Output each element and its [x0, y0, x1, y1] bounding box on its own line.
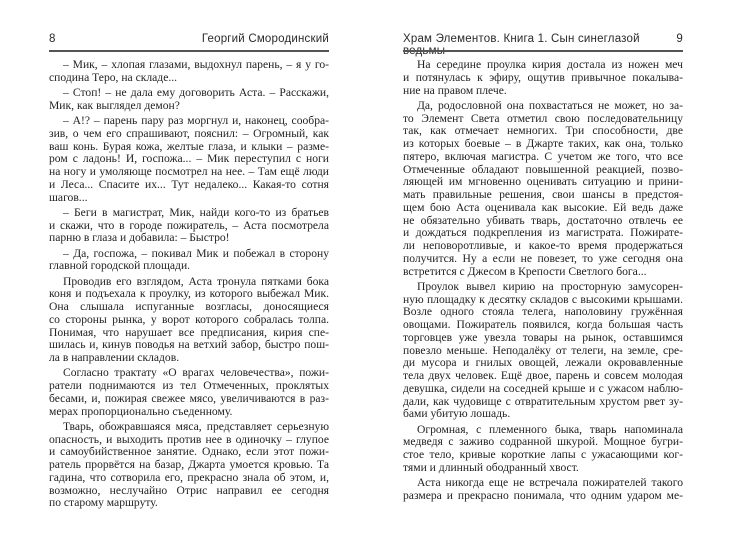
text-line: опасность, и выходить против нее в одиночку – глупое — [49, 432, 329, 446]
paragraph — [49, 421, 329, 510]
paragraph — [403, 424, 683, 475]
paragraph — [49, 59, 329, 85]
text-line: тями и длинный ободранный хвост. — [403, 460, 579, 474]
paragraph — [49, 276, 329, 365]
text-line: парню в глаза и добавила: – Быстро! — [49, 231, 230, 245]
page-header — [403, 33, 683, 47]
text-line: – Мик, – хлопая глазами, выдохнул парень, – я у го- — [63, 58, 329, 71]
text-line: и самоубийственное занятие. Однако, если этот пожи- — [49, 445, 329, 459]
paragraph — [49, 115, 329, 204]
text-line: Огромная, с племенного быка, тварь напоминала — [417, 422, 683, 436]
paragraph — [49, 207, 329, 245]
text-line: ляющей им мгновенно оценивать ситуацию и прини- — [403, 175, 683, 189]
page-number: 8 — [49, 33, 56, 45]
text-line: ла в направлении складов. — [49, 351, 180, 364]
text-line: коня и подъехала к проулку, из которого выбежал Мик. — [49, 287, 329, 301]
text-line: ратель прорвётся на базар, Джарта умоется кровью. Та — [49, 458, 329, 471]
text-line: шагов... — [49, 190, 88, 204]
text-line: и потянулась к эфиру, ощутив привычное покалыва- — [403, 70, 683, 84]
text-line: ди мусора и гнилых овощей, лежали окровавленные — [403, 356, 683, 370]
text-line: зив, о чем его спрашивают, пояснил: – Огромный, как — [49, 126, 329, 140]
text-line: не обязательно убивать тварь, достаточно отвлечь ее — [403, 213, 683, 227]
running-title: Храм Элементов. Книга 1. Сын синеглазой — [403, 33, 640, 45]
text-line: размера и прекрасно понимала, что одним ударом ме- — [403, 488, 683, 502]
text-line: ли неповоротливые, и какое-то время продержаться — [403, 239, 683, 252]
paragraph — [49, 248, 329, 274]
page-body — [49, 59, 329, 513]
text-line: мать правильные решения, свои шансы в предстоя- — [403, 188, 683, 201]
text-line: – Стоп! – не дала ему договорить Аста. – Расскажи, — [63, 86, 329, 99]
text-line: Понимая, что нарушает все предписания, кирия спе- — [49, 325, 329, 339]
text-line: Мик, как выглядел демон? — [49, 98, 180, 112]
text-line: шилась и, кинув поводья на ветхий забор, быстро пош- — [49, 338, 329, 352]
page-header — [49, 33, 329, 47]
text-line: то Элемент Света отметил свою последовательницу — [403, 111, 683, 125]
text-line: со стороны рынка, у ворот которого собралась толпа. — [49, 312, 329, 326]
text-line: из которых боевые – в Джарте таких, как она, только — [403, 137, 683, 150]
text-line: – Беги в магистрат, Мик, найди кого-то из братьев — [63, 205, 329, 219]
text-line: бесами, и, пожирая свежее мясо, увеличиваются в раз- — [49, 391, 329, 405]
text-line: повезло меньше. Неподалёку от телеги, на земле, сре- — [403, 343, 683, 357]
running-title: Георгий Смородинский — [201, 33, 329, 45]
text-line: медведя с заживо содранной шкурой. Мощное бугри- — [403, 435, 683, 449]
text-line: и скажи, что в городе пожиратель, – Аста посмотрела — [49, 218, 329, 232]
text-line: – А!? – парень пару раз моргнул и, наконец, сообра- — [63, 114, 329, 127]
text-line: ратели поднимаются из тел Отмеченных, проклятых — [49, 379, 329, 392]
text-line: тела двух человек. Ещё двое, парень и совсем молодая — [403, 369, 683, 382]
text-line: Проулок вывел кирию на просторную замусорен- — [417, 279, 683, 293]
text-line: на ногу и умоляюще посмотрел на нее. – Там ещё люди — [49, 165, 329, 178]
page-number: 9 — [676, 33, 683, 45]
text-line: Тварь, обожравшаяся мяса, представляет серьезную — [63, 419, 329, 433]
text-line: мерах пропорционально съеденному. — [49, 404, 233, 418]
text-line: Возле одного стояла телега, наполовину гружённая — [403, 305, 683, 319]
text-line: ние на правом плече. — [403, 83, 507, 97]
text-line: главной городской площади. — [49, 259, 191, 273]
text-line: получится. Ну а если не повезет, то уже сегодня она — [403, 251, 683, 265]
text-line: так, как отмечает немногих. Три способности, две — [403, 124, 683, 138]
text-line: по старому маршруту. — [49, 496, 158, 510]
text-line: пятеро, включая магистра. С учетом же того, что все — [403, 149, 683, 163]
paragraph — [403, 59, 683, 97]
text-line: ром с ладонь! И, госпожа... – Мик переступил с ноги — [49, 152, 329, 166]
text-line: щем бою Аста оценивала как высокие. Ей ведь даже — [403, 200, 683, 214]
header-rule — [403, 50, 683, 52]
text-line: стое тело, кривые короткие лапы с ужасающими ког- — [403, 448, 683, 461]
text-line: возможно, неслучайно Отрис направил ее сегодня — [49, 483, 329, 497]
paragraph — [403, 281, 683, 421]
text-line: ваш конь. Бурая кожа, желтые глаза, и клыки – разме- — [49, 139, 329, 153]
paragraph — [403, 100, 683, 279]
text-line: Согласно трактату «О врагах человечества», пожи- — [63, 366, 329, 380]
text-line: ную площадку к десятку складов с высокими крышами. — [403, 292, 683, 306]
text-line: Да, родословной она похвастаться не может, но за- — [417, 98, 683, 112]
text-line: Она слышала испуганные возгласы, доносящиеся — [49, 300, 329, 313]
text-line: Аста никогда еще не встречала пожирателей такого — [417, 476, 683, 489]
paragraph — [403, 477, 683, 503]
text-line: овощами. Пожиратель появился, когда большая часть — [403, 318, 683, 331]
text-line: и Леса... Спасите их... Тут недалеко... Какая-то сотня — [49, 177, 329, 191]
text-line: девушка, сидели на соседней крыше и с ужасом наблю- — [403, 381, 683, 395]
text-line: Проводив его взглядом, Аста тронула пятками бока — [63, 274, 329, 288]
text-line: дали, как чудовище с отвратительным хрустом рвет зу- — [403, 394, 683, 408]
text-line: – Да, госпожа, – покивал Мик и побежал в сторону — [63, 246, 329, 260]
text-line: бами убитую лошадь. — [403, 407, 511, 421]
header-rule — [49, 50, 329, 52]
text-line: встретится с Джесом в Крепости Светлого бога... — [403, 264, 647, 278]
text-line: торговцев уже увезла товары на рынок, оставшимся — [403, 330, 683, 344]
text-line: гадина, что сотворила его, прекрасно знала об этом, и, — [49, 470, 329, 484]
text-line: и дождаться подкрепления из магистрата. Пожирате- — [403, 226, 683, 240]
paragraph — [49, 87, 329, 113]
paragraph — [49, 367, 329, 418]
text-line: сподина Теро, на складе... — [49, 70, 178, 84]
text-line: На середине проулка кирия достала из ножен меч — [417, 58, 683, 71]
text-line: Отмеченные обладают повышенной реакцией, позво- — [403, 162, 683, 176]
page-body — [403, 59, 683, 505]
